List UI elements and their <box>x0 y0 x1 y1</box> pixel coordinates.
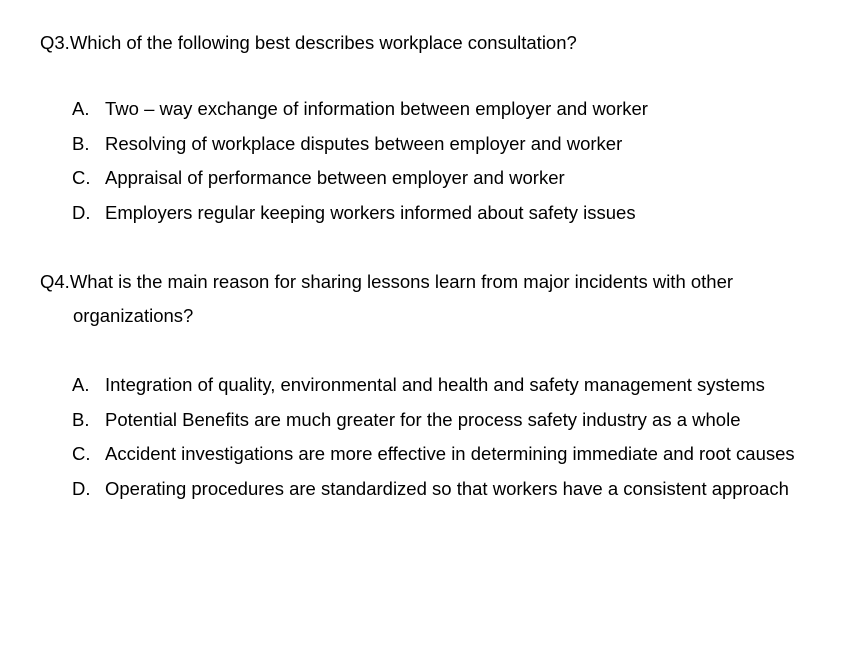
option-q4-b <box>72 403 837 438</box>
question-line <box>40 265 830 299</box>
option-q3-b <box>72 127 837 162</box>
question-number: Q4. <box>40 271 70 292</box>
option-q3-d <box>72 196 837 231</box>
option-text: Integration of quality, environmental and health and safety management systems <box>105 374 765 395</box>
option-q3-a <box>72 92 837 127</box>
option-q3-c <box>72 161 837 196</box>
option-letter: C. <box>72 167 91 188</box>
option-text: Employers regular keeping workers informed about safety issues <box>105 201 636 223</box>
option-text: Appraisal of performance between employer and worker <box>105 167 565 188</box>
question-q4 <box>40 265 830 333</box>
option-letter: A. <box>72 98 90 119</box>
option-text: Resolving of workplace disputes between employer and worker <box>105 132 623 154</box>
question-number: Q3. <box>40 32 70 53</box>
option-letter: C. <box>72 443 91 464</box>
option-q4-d <box>72 472 837 507</box>
option-letter: B. <box>72 408 90 430</box>
question-line <box>40 26 830 60</box>
option-q4-a <box>72 368 837 403</box>
options-list-q3 <box>72 92 837 230</box>
option-letter: B. <box>72 132 90 154</box>
option-letter: A. <box>72 374 90 395</box>
option-text: Operating procedures are standardized so that workers have a consistent approach <box>105 477 789 499</box>
option-letter: D. <box>72 201 91 223</box>
option-letter: D. <box>72 477 91 499</box>
question-text: What is the main reason for sharing lessons learn from major incidents with other <box>69 271 734 292</box>
option-text: Two – way exchange of information between employer and worker <box>105 98 648 119</box>
question-text: Which of the following best describes workplace consultation? <box>69 32 577 53</box>
question-text-continuation: organizations? <box>73 305 194 326</box>
option-text: Accident investigations are more effective in determining immediate and root causes <box>105 443 795 464</box>
question-q3 <box>40 26 830 60</box>
option-q4-c <box>72 437 837 472</box>
option-text: Potential Benefits are much greater for the process safety industry as a whole <box>105 408 741 430</box>
options-list-q4 <box>72 368 837 506</box>
